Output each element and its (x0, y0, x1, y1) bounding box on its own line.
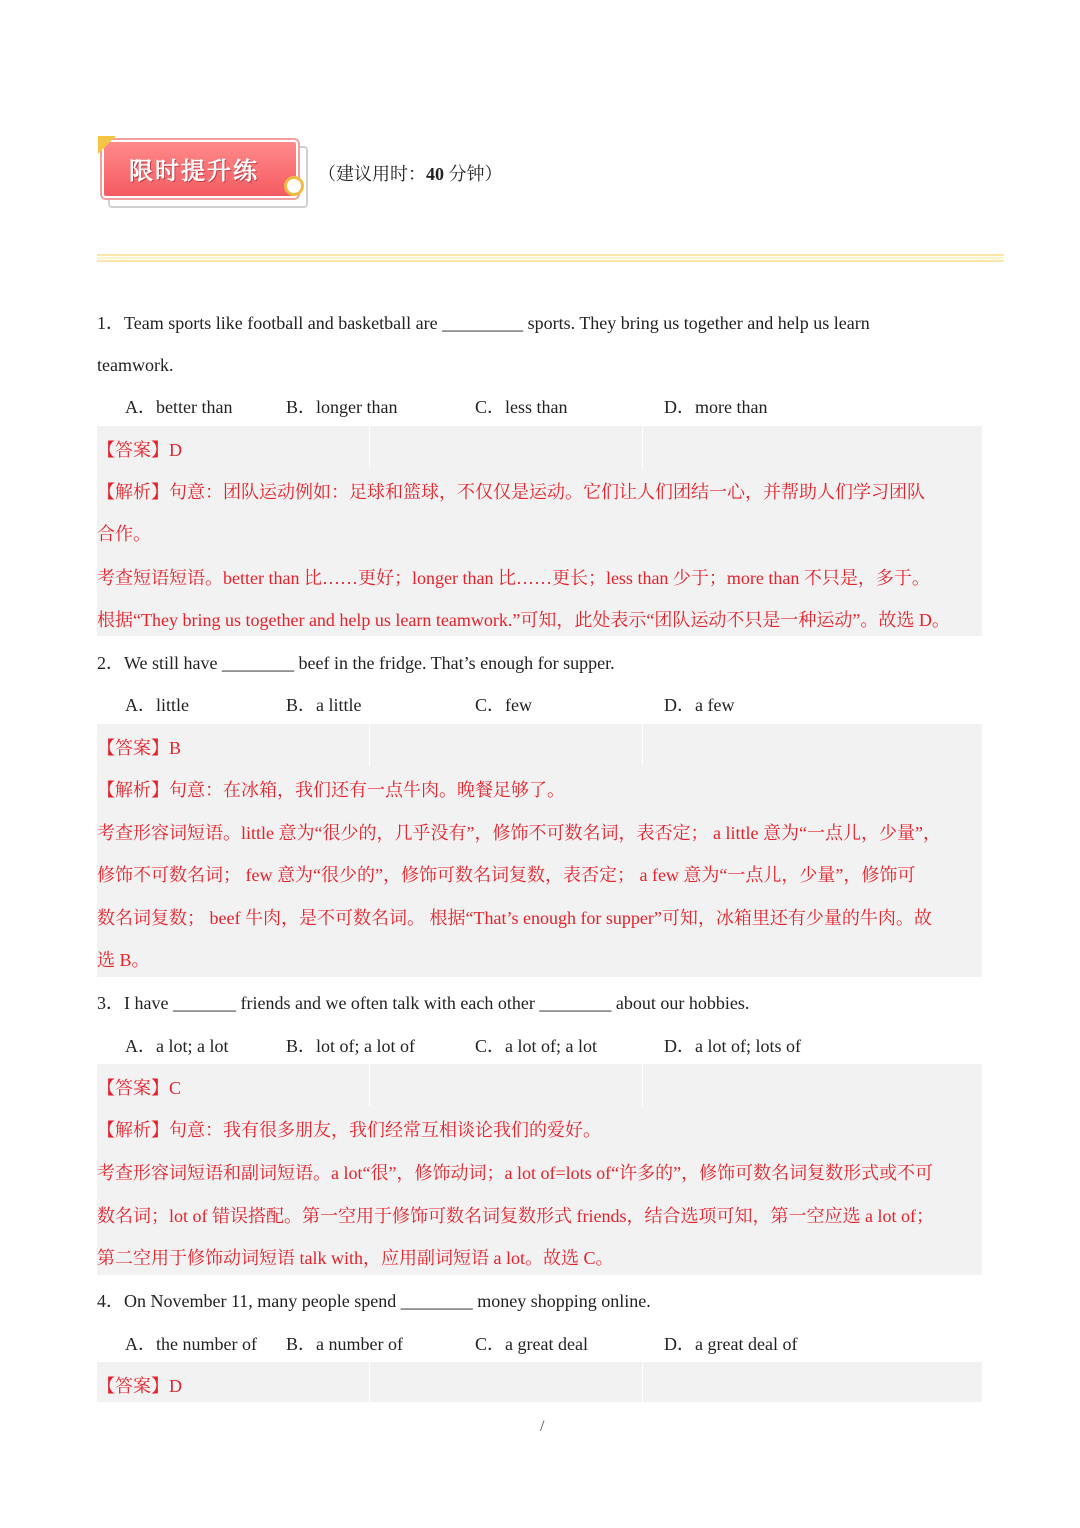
q2-explain-line2: 修饰不可数名词； few 意为“很少的”，修饰可数名词复数，表否定； a few 意为“一点儿，少量”，修饰可 (97, 865, 916, 885)
ring-icon (284, 176, 304, 196)
q1-analysis-line2: 合作。 (97, 524, 151, 544)
q2-analysis-line1: 【解析】句意：在冰箱，我们还有一点牛肉。晚餐足够了。 (97, 780, 565, 800)
q2-answer: 【答案】B (97, 738, 182, 758)
q2-option-a: A．little (125, 695, 189, 715)
q3-stem: 3．I have _______ friends and we often talk with each other ________ about our hobbies. (97, 993, 750, 1013)
q4-option-b: B．a number of (286, 1334, 403, 1354)
q1-stem-line2: teamwork. (97, 355, 174, 375)
flag-icon (98, 136, 116, 154)
q3-answer: 【答案】C (97, 1078, 182, 1098)
q2-option-b: B．a little (286, 695, 362, 715)
q1-analysis-line1: 【解析】句意：团队运动例如：足球和篮球，不仅仅是运动。它们让人们团结一心，并帮助人们学习团队 (97, 482, 925, 502)
q3-option-c: C．a lot of; a lot (475, 1036, 597, 1056)
badge-main (102, 140, 298, 198)
page-number: / (540, 1418, 545, 1435)
q2-option-d: D．a few (664, 695, 735, 715)
q3-option-b: B．lot of; a lot of (286, 1036, 415, 1056)
section-badge (98, 136, 312, 210)
q2-stem: 2．We still have ________ beef in the fridge. That’s enough for supper. (97, 653, 615, 673)
q1-option-b: B．longer than (286, 397, 398, 417)
q2-explain-line4: 选 B。 (97, 950, 150, 970)
q4-option-d: D．a great deal of (664, 1334, 798, 1354)
q3-analysis-line1: 【解析】句意：我有很多朋友，我们经常互相谈论我们的爱好。 (97, 1120, 601, 1140)
q4-option-a: A．the number of (125, 1334, 257, 1354)
q4-stem: 4．On November 11, many people spend ________ money shopping online. (97, 1291, 651, 1311)
q2-answer-block (97, 724, 982, 977)
time-hint: （建议用时：40 分钟） (318, 164, 503, 184)
q1-answer: 【答案】D (97, 440, 182, 460)
q4-option-c: C．a great deal (475, 1334, 588, 1354)
q3-option-a: A．a lot; a lot (125, 1036, 229, 1056)
q1-option-a: A．better than (125, 397, 233, 417)
q1-explain-line2: 根据“They bring us together and help us learn teamwork.”可知，此处表示“团队运动不只是一种运动”。故选 D。 (97, 610, 950, 630)
q1-answer-block (97, 426, 982, 636)
q4-answer: 【答案】D (97, 1376, 182, 1396)
divider (97, 254, 1004, 262)
q3-explain-line2: 数名词；lot of 错误搭配。第一空用于修饰可数名词复数形式 friends，结合选项可知，第一空应选 a lot of； (97, 1206, 934, 1226)
q1-explain-line1: 考查短语短语。better than 比……更好；longer than 比……更长；less than 少于；more than 不只是，多于。 (97, 568, 930, 588)
badge-title: 限时提升练 (129, 157, 259, 185)
q1-stem-line1: 1．Team sports like football and basketball are _________ sports. They bring us together and help us learn (97, 313, 870, 333)
q3-explain-line1: 考查形容词短语和副词短语。a lot“很”，修饰动词；a lot of=lots of“许多的”，修饰可数名词复数形式或不可 (97, 1163, 934, 1183)
q4-answer-block (97, 1362, 982, 1402)
q1-option-c: C．less than (475, 397, 568, 417)
q3-option-d: D．a lot of; lots of (664, 1036, 801, 1056)
q1-option-d: D．more than (664, 397, 768, 417)
q2-explain-line1: 考查形容词短语。little 意为“很少的，几乎没有”，修饰不可数名词，表否定； a little 意为“一点儿，少量”， (97, 823, 941, 843)
q2-option-c: C．few (475, 695, 532, 715)
q3-explain-line3: 第二空用于修饰动词短语 talk with，应用副词短语 a lot。故选 C。 (97, 1248, 614, 1268)
q2-explain-line3: 数名词复数； beef 牛肉，是不可数名词。 根据“That’s enough for supper”可知，冰箱里还有少量的牛肉。故 (97, 908, 932, 928)
